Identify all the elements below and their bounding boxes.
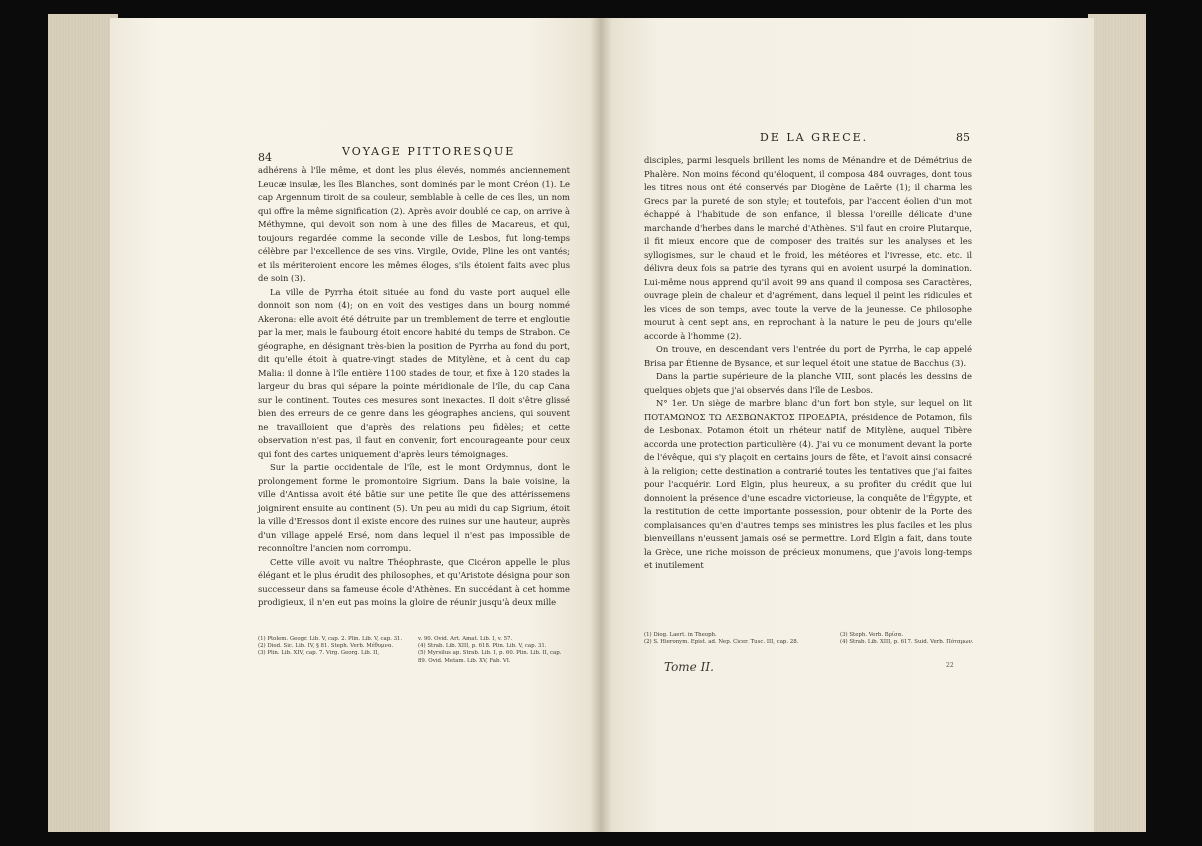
footnote: (2) Diod. Sic. Lib. IV, § 81. Steph. Verb. Μέθυμνα. <box>258 643 394 650</box>
left-footnotes-col1 <box>258 636 408 658</box>
right-page-number: 85 <box>956 131 970 144</box>
right-paragraph: On trouve, en descendant vers l'entrée du port de Pyrrha, le cap appelé Brisa par Étienne de Bysance, et sur lequel étoit une statue de Bacchus (3). <box>644 344 972 368</box>
footnote: (3) Steph. Verb. Βρίσα. <box>840 632 904 638</box>
right-footnotes <box>644 632 974 654</box>
right-paragraph: N° 1er. Un siège de marbre blanc d'un fort bon style, sur lequel on lit ΠΟΤΑΜΩΝΟΣ ΤΩ ΛΕΣΒΩΝΑΚΤΟΣ ΠΡΟΕΔΡΙΑ, présidence de Potamon, fils de Lesbonax. Potamon étoit un rhéteur natif de Mitylène, auquel Tibère accorda une protection particulière (4). J'ai vu ce monument devant la porte de l'évêque, qui s'y plaçoit en certains jours de fête, et l'avoit ainsi consacré à la religion; cette destination a contrarié toutes les tentatives que j'ai faites pour l'acquérir. Lord Elgin, plus heureux, a su profiter du crédit que lui donnoient la présence d'une escadre victorieuse, la conquête de l'Égypte, et la restitution de cette importante possession, pour obtenir de la Porte des complaisances qu'en d'autres temps ses ministres les plus faciles et les plus bienveillans n'eussent jamais osé se permettre. Lord Elgin a fait, dans toute la Grèce, une riche moisson de précieux monumens, que j'avois long-temps et inutilement <box>644 398 972 570</box>
volume-label: Tome II. <box>664 660 714 674</box>
footnote: (2) S. Hieronym. Epist. ad. Nep. Cicer. Tusc. III, cap. 28. <box>644 639 799 646</box>
left-page-number: 84 <box>258 151 272 164</box>
right-running-head: DE LA GRECE. <box>760 131 869 144</box>
footnote: v. 90. Ovid. Art. Amat. Lib. I, v. 57. <box>418 636 513 642</box>
book-gutter <box>590 18 612 832</box>
footnote: (4) Strab. Lib. XIII, p. 617. Suid. Verb. Πόταμων. <box>840 639 974 646</box>
book-left-fore-edge <box>48 14 118 832</box>
right-page <box>600 18 1094 832</box>
footnote: (1) Ptolem. Geogr. Lib. V, cap. 2. Plin. Lib. V, cap. 31. <box>258 636 403 642</box>
right-body-text <box>644 154 972 573</box>
right-paragraph: Dans la partie supérieure de la planche VIII, sont placés les dessins de quelques objets que j'ai observés dans l'île de Lesbos. <box>644 371 972 395</box>
footnote: (4) Strab. Lib. XIII, p. 618. Plin. Lib. V, cap. 31. <box>418 643 547 650</box>
left-body-text <box>258 164 570 610</box>
right-footnotes-col2 <box>840 632 974 646</box>
left-paragraph: Cette ville avoit vu naître Théophraste, que Cicéron appelle le plus élégant et le plus érudit des philosophes, et qu'Aristote désigna pour son successeur dans sa fameuse école d'Athènes. En succédant à cet homme prodigieux, il n'en eut pas moins la gloire de réunir jusqu'à deux mille <box>258 556 570 607</box>
right-footnotes-col1 <box>644 632 804 646</box>
left-footnotes <box>258 636 570 676</box>
book-right-fore-edge <box>1088 14 1146 832</box>
left-paragraph: adhérens à l'île même, et dont les plus élevés, nommés anciennement Leucæ insulæ, les îles Blanches, sont dominés par le mont Créon (1). Le cap Argennum tiroit de sa couleur, semblable à celle de ces îles, un nom qui offre la même signification (2). Après avoir doublé ce cap, on arrive à Méthymne, qui devoit son nom à une des filles de Macareus, et qui, toujours regardée comme la seconde ville de Lesbos, fut long-temps célèbre par l'excellence de ses vins. Virgile, Ovide, Pline les ont vantés; et ils mériteroient encore les mêmes éloges, s'ils étoient faits avec plus de soin (3). <box>258 165 570 283</box>
footnote: (5) Myrsilus ap. Strab. Lib. I, p. 60. Plin. Lib. II, cap. 89. Ovid. Metam. Lib. XV, Fab. VI. <box>418 650 562 664</box>
signature-mark: 22 <box>946 662 954 669</box>
footnote: (3) Plin. Lib. XIV, cap. 7. Virg. Georg. Lib. II, <box>258 650 380 657</box>
left-paragraph: Sur la partie occidentale de l'île, est le mont Ordymnus, dont le prolongement forme le promontoire Sigrium. Dans la baie voisine, la ville d'Antissa avoit été bâtie sur une petite île que des attérissemens joignirent ensuite au continent (5). Un peu au midi du cap Sigrium, étoit la ville d'Eressos dont il existe encore des ruines sur une hauteur, auprès d'un village appelé Ersé, nom dans lequel il n'est pas impossible de reconnoître l'ancien nom corrompu. <box>258 462 570 553</box>
left-paragraph: La ville de Pyrrha étoit située au fond du vaste port auquel elle donnoit son nom (4); on en voit des vestiges dans un bourg nommé Akerona: elle avoit été détruite par un tremblement de terre et engloutie par la mer, mais le faubourg étoit encore habité du temps de Strabon. Ce géographe, en désignant très-bien la position de Pyrrha au fond du port, dit qu'elle étoit à quatre-vingt stades de Mitylène, et à cent du cap Malia: il donne à l'île entière 1100 stades de tour, et fixe à 120 stades la largeur du bras qui sépare la pointe méridionale de l'île, du cap Cana sur le continent. Toutes ces mesures sont inexactes. Il doit s'être glissé bien des erreurs de ce genre dans les géographes anciens, qui souvent ne travailloient que d'après des relations peu fidèles; et cette observation n'est pas, il faut en convenir, fort encourageante pour ceux qui font des cartes uniquement d'après leurs témoignages. <box>258 286 570 459</box>
left-footnotes-col2 <box>418 636 568 665</box>
left-page <box>110 18 600 832</box>
footnote: (1) Diog. Laert. in Theoph. <box>644 632 717 638</box>
right-paragraph: disciples, parmi lesquels brillent les noms de Ménandre et de Démétrius de Phalère. Non moins fécond qu'éloquent, il composa 484 ouvrages, dont tous les titres nous ont été conservés par Diogène de Laërte (1); il charma les Grecs par la pureté de son style; et toutefois, par l'accent éolien d'un mot échappé à l'habitude de son enfance, il blessa l'oreille délicate d'une marchande d'herbes dans le marché d'Athènes. S'il faut en croire Plutarque, il fit mieux encore que de composer des traités sur les analyses et les syllogismes, sur le chaud et le froid, les météores et l'ivresse, etc. etc. il délivra deux fois sa patrie des tyrans qui en avoient usurpé la domination. Lui-même nous apprend qu'il avoit 99 ans quand il composa ses Caractères, ouvrage plein de chaleur et d'agrément, dans lequel il peint les ridicules et les vices de son temps, avec toute la verve de la jeunesse. Ce philosophe mourut à cent sept ans, en reprochant à la nature le peu de jours qu'elle accorde à l'homme (2). <box>644 155 972 341</box>
left-running-head: VOYAGE PITTORESQUE <box>342 145 516 158</box>
